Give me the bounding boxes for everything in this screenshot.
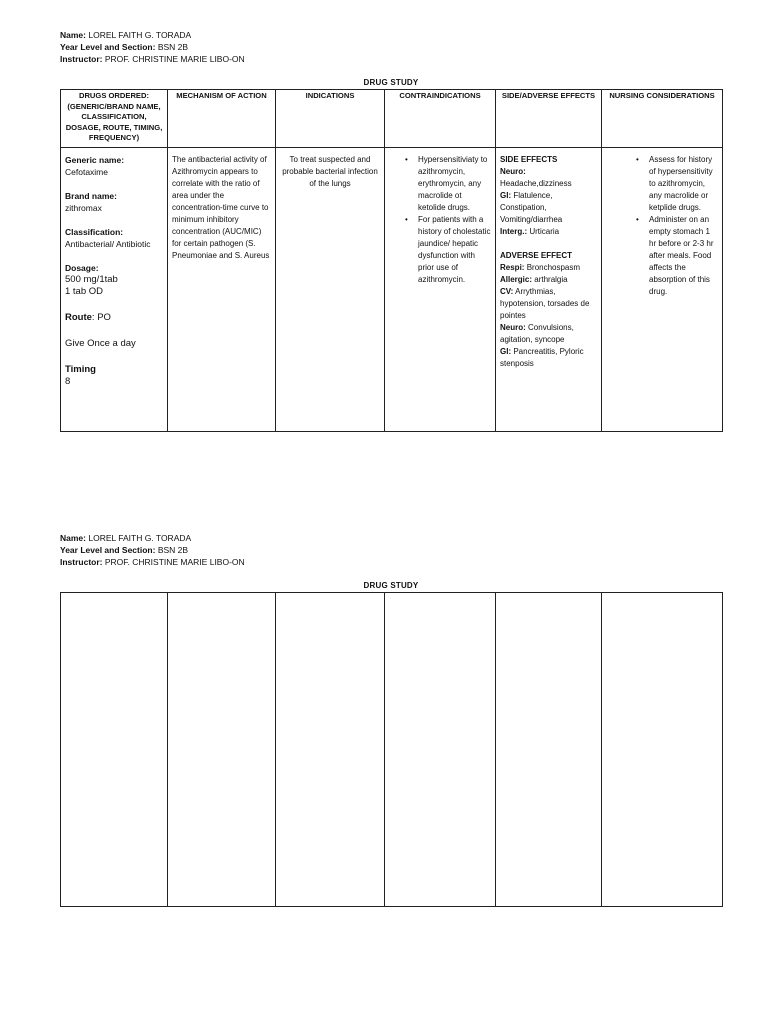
drug-study-title-2: DRUG STUDY xyxy=(363,581,419,590)
blank-drug-study-table xyxy=(60,592,723,907)
adverse-respi-line xyxy=(500,262,597,274)
side-integ-label: Interg.: xyxy=(500,227,528,236)
section-value: BSN 2B xyxy=(157,42,189,52)
adverse-neuro-label: Neuro: xyxy=(500,323,526,332)
col-header-side-effects: SIDE/ADVERSE EFFECTS xyxy=(496,90,602,148)
list-item: • Hypersensitiviaty to azithromycin, erythromycin, any macrolide ot ketolide drugs. xyxy=(418,154,491,214)
col-header-contraindications: CONTRAINDICATIONS xyxy=(385,90,496,148)
instructor-value: PROF. CHRISTINE MARIE LIBO-ON xyxy=(104,557,245,567)
adverse-cv-value: Arrythmias, hypotension, torsades de pointes xyxy=(500,287,590,320)
brand-name-value: zithromax xyxy=(65,203,102,213)
adverse-cv-label: CV: xyxy=(500,287,514,296)
generic-name-value: Cefotaxime xyxy=(65,167,108,177)
instructor-label: Instructor: xyxy=(60,54,103,64)
timing-label: Timing xyxy=(65,364,96,375)
instructor-label: Instructor: xyxy=(60,557,103,567)
list-item: • For patients with a history of cholestatic jaundice/ hepatic dysfunction with prior use of azithromycin. xyxy=(418,214,491,286)
side-integ-line xyxy=(500,226,597,238)
name-line xyxy=(60,29,245,41)
side-integ-value: Urticaria xyxy=(529,227,560,236)
section-label: Year Level and Section: xyxy=(60,545,156,555)
name-value: LOREL FAITH G. TORADA xyxy=(88,533,192,543)
student-info-header-2 xyxy=(60,532,245,568)
name-label: Name: xyxy=(60,533,86,543)
adverse-allergic-value: arthralgia xyxy=(534,275,568,284)
dosage-line-1: 500 mg/1tab xyxy=(65,274,118,285)
name-line xyxy=(60,532,245,544)
adverse-respi-value: Bronchospasm xyxy=(526,263,581,272)
instructor-line xyxy=(60,53,245,65)
drug-study-table xyxy=(60,89,723,432)
drugs-ordered-cell xyxy=(61,148,168,432)
blank-cell xyxy=(385,593,496,907)
side-gi-line xyxy=(500,190,597,226)
table-header-row xyxy=(61,90,723,148)
adverse-neuro-line xyxy=(500,322,597,346)
blank-cell xyxy=(276,593,385,907)
col-header-indications: INDICATIONS xyxy=(276,90,385,148)
table-row xyxy=(61,148,723,432)
table-row xyxy=(61,593,723,907)
contraindications-list xyxy=(403,154,491,286)
adverse-allergic-line xyxy=(500,274,597,286)
col-header-mechanism: MECHANISM OF ACTION xyxy=(168,90,276,148)
adverse-gi-line xyxy=(500,346,597,370)
section-line xyxy=(60,544,245,556)
blank-cell xyxy=(496,593,602,907)
contraindications-cell xyxy=(385,148,496,432)
side-neuro-value: Headache,dizziness xyxy=(500,179,572,188)
col-header-drugs-ordered: DRUGS ORDERED: (GENERIC/BRAND NAME, CLASSIFICATION, DOSAGE, ROUTE, TIMING, FREQUENCY) xyxy=(61,90,168,148)
name-value: LOREL FAITH G. TORADA xyxy=(88,30,192,40)
adverse-allergic-label: Allergic: xyxy=(500,275,533,284)
side-gi-value: Flatulence, Constipation, Vomiting/diarrhea xyxy=(500,191,563,224)
adverse-gi-label: GI: xyxy=(500,347,512,356)
indications-text: To treat suspected and probable bacterial infection of the lungs xyxy=(282,155,378,188)
side-gi-label: GI: xyxy=(500,191,512,200)
indications-cell xyxy=(276,148,385,432)
nursing-list xyxy=(634,154,718,298)
name-label: Name: xyxy=(60,30,86,40)
route-line xyxy=(65,312,163,324)
section-value: BSN 2B xyxy=(157,545,189,555)
classification-value: Antibacterial/ Antibiotic xyxy=(65,239,151,249)
list-item: • Assess for history of hypersensitivity to azithromycin, any macrolide or ketplide drugs. xyxy=(649,154,718,214)
mechanism-text: The antibacterial activity of Azithromycin appears to correlate with the ratio of area under the concentration-time curve to minimum inhibitory concentration (AUC/MIC) for certain pathogen (S. Pneumoniae and S. Aureus xyxy=(172,155,270,260)
nursing-considerations-cell xyxy=(602,148,723,432)
route-label: Route xyxy=(65,312,92,323)
timing-value: 8 xyxy=(65,376,71,387)
section-label: Year Level and Section: xyxy=(60,42,156,52)
mechanism-cell xyxy=(168,148,276,432)
dosage-label: Dosage: xyxy=(65,263,99,273)
blank-cell xyxy=(168,593,276,907)
list-item: • Administer on an empty stomach 1 hr before or 2-3 hr after meals. Food affects the absorption of this drug. xyxy=(649,214,718,298)
section-line xyxy=(60,41,245,53)
instructor-line xyxy=(60,556,245,568)
adverse-gi-value: Pancreatitis, Pyloric stenposis xyxy=(500,347,584,368)
blank-cell xyxy=(61,593,168,907)
adverse-cv-line xyxy=(500,286,597,322)
student-info-header xyxy=(60,29,245,65)
dosage-line-2: 1 tab OD xyxy=(65,286,104,297)
route-value: : PO xyxy=(91,312,111,323)
side-effects-heading: SIDE EFFECTS xyxy=(500,155,558,164)
adverse-effects-heading: ADVERSE EFFECT xyxy=(500,251,573,260)
col-header-nursing: NURSING CONSIDERATIONS xyxy=(602,90,723,148)
adverse-neuro-value: Convulsions, agitation, syncope xyxy=(500,323,574,344)
drug-study-title: DRUG STUDY xyxy=(363,78,419,87)
side-adverse-effects-cell xyxy=(496,148,602,432)
classification-label: Classification: xyxy=(65,227,124,237)
brand-name-label: Brand name: xyxy=(65,191,117,201)
side-neuro-label: Neuro: xyxy=(500,167,526,176)
blank-cell xyxy=(602,593,723,907)
frequency-value: Give Once a day xyxy=(65,338,136,349)
generic-name-label: Generic name: xyxy=(65,155,125,165)
instructor-value: PROF. CHRISTINE MARIE LIBO-ON xyxy=(104,54,245,64)
adverse-respi-label: Respi: xyxy=(500,263,525,272)
